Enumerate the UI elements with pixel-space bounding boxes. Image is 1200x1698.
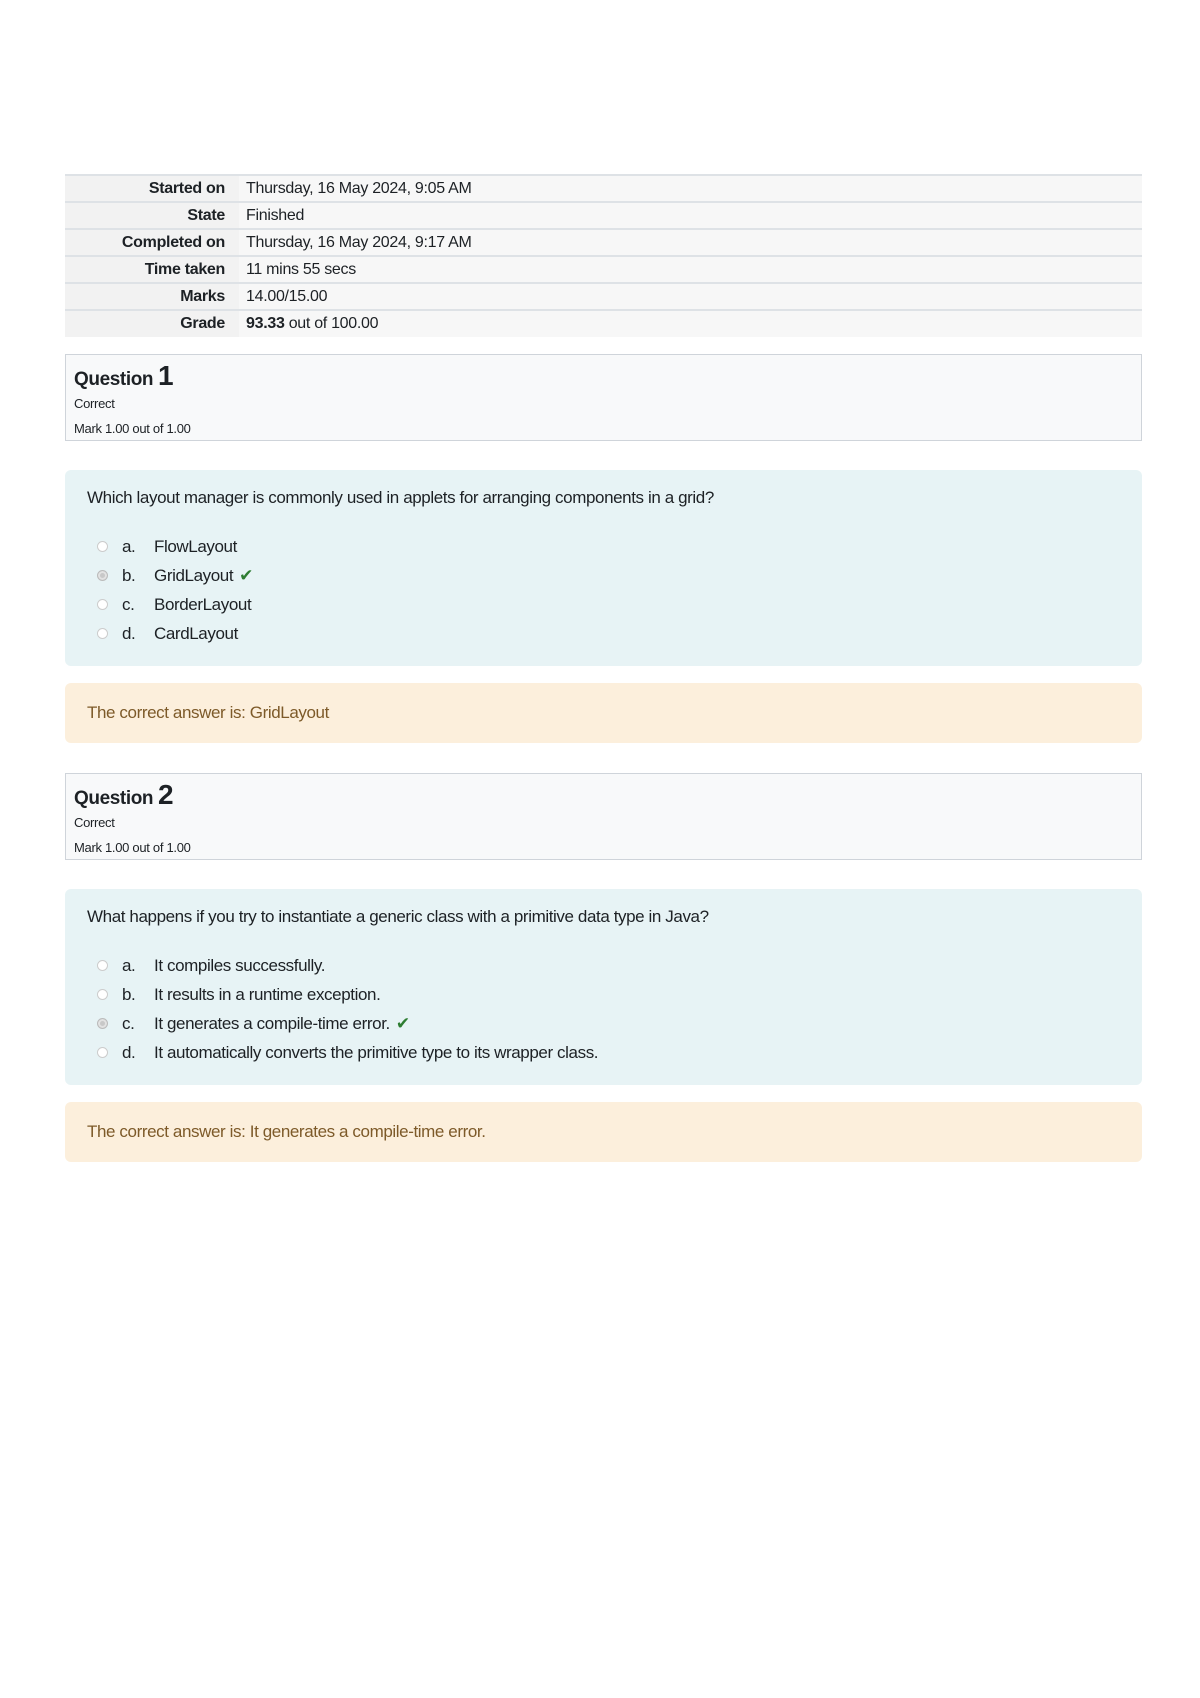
option-text: BorderLayout xyxy=(154,594,252,614)
radio-button[interactable] xyxy=(97,628,108,639)
option-text: It compiles successfully. xyxy=(154,955,326,975)
option-letter: a. xyxy=(122,536,136,556)
summary-row-marks xyxy=(65,283,1142,310)
summary-row-completed xyxy=(65,229,1142,256)
question-grade: Mark 1.00 out of 1.00 xyxy=(74,421,191,436)
option-text: It automatically converts the primitive type to its wrapper class. xyxy=(154,1042,599,1062)
question-state: Correct xyxy=(74,815,115,830)
answer-options xyxy=(87,951,1120,1067)
summary-value: Finished xyxy=(239,202,1142,229)
summary-value: 14.00/15.00 xyxy=(239,283,1142,310)
summary-label: Grade xyxy=(65,310,239,337)
quiz-review-page xyxy=(65,174,1142,1162)
answer-options xyxy=(87,532,1120,648)
check-icon: ✔ xyxy=(239,565,254,585)
summary-value: Thursday, 16 May 2024, 9:17 AM xyxy=(239,229,1142,256)
question-1-formulation xyxy=(65,470,1142,666)
question-number-value: 1 xyxy=(158,360,174,391)
radio-button-selected[interactable] xyxy=(97,570,108,581)
question-number-value: 2 xyxy=(158,779,174,810)
option-letter: c. xyxy=(122,1013,135,1033)
option-letter: b. xyxy=(122,565,136,585)
question-grade: Mark 1.00 out of 1.00 xyxy=(74,840,191,855)
question-2-feedback: The correct answer is: It generates a compile-time error. xyxy=(65,1102,1142,1162)
summary-label: Started on xyxy=(65,175,239,202)
option-text: CardLayout xyxy=(154,623,238,643)
option-text: It results in a runtime exception. xyxy=(154,984,381,1004)
question-number: Question 2 xyxy=(74,779,174,810)
summary-label: Time taken xyxy=(65,256,239,283)
summary-row-grade xyxy=(65,310,1142,337)
summary-row-state xyxy=(65,202,1142,229)
option-text: It generates a compile-time error. xyxy=(154,1013,390,1033)
question-2-formulation xyxy=(65,889,1142,1085)
summary-label: Completed on xyxy=(65,229,239,256)
question-1-feedback: The correct answer is: GridLayout xyxy=(65,683,1142,743)
answer-option-b[interactable] xyxy=(87,561,1120,590)
summary-row-time-taken xyxy=(65,256,1142,283)
answer-option-c[interactable] xyxy=(87,590,1120,619)
summary-value xyxy=(239,310,1142,337)
question-state: Correct xyxy=(74,396,115,411)
radio-button[interactable] xyxy=(97,599,108,610)
answer-option-b[interactable] xyxy=(87,980,1120,1009)
question-number: Question 1 xyxy=(74,360,174,391)
option-text: FlowLayout xyxy=(154,536,237,556)
check-icon: ✔ xyxy=(395,1013,410,1033)
summary-label: Marks xyxy=(65,283,239,310)
radio-button[interactable] xyxy=(97,541,108,552)
option-letter: a. xyxy=(122,955,136,975)
option-text: GridLayout xyxy=(154,565,234,585)
answer-option-a[interactable] xyxy=(87,951,1120,980)
answer-option-c[interactable] xyxy=(87,1009,1120,1038)
grade-score: 93.33 xyxy=(246,315,285,332)
answer-option-a[interactable] xyxy=(87,532,1120,561)
answer-option-d[interactable] xyxy=(87,1038,1120,1067)
summary-value: 11 mins 55 secs xyxy=(239,256,1142,283)
attempt-summary-table xyxy=(65,174,1142,337)
radio-button[interactable] xyxy=(97,989,108,1000)
summary-row-started xyxy=(65,175,1142,202)
summary-label: State xyxy=(65,202,239,229)
grade-out-of: out of 100.00 xyxy=(288,315,379,332)
option-letter: b. xyxy=(122,984,136,1004)
option-letter: c. xyxy=(122,594,135,614)
option-letter: d. xyxy=(122,623,136,643)
question-text: Which layout manager is commonly used in applets for arranging components in a grid? xyxy=(87,488,714,507)
question-text: What happens if you try to instantiate a generic class with a primitive data type in Java? xyxy=(87,907,709,926)
radio-button-selected[interactable] xyxy=(97,1018,108,1029)
radio-button[interactable] xyxy=(97,1047,108,1058)
option-letter: d. xyxy=(122,1042,136,1062)
radio-button[interactable] xyxy=(97,960,108,971)
question-2-info xyxy=(65,773,1142,860)
answer-option-d[interactable] xyxy=(87,619,1120,648)
question-1-info xyxy=(65,354,1142,441)
summary-value: Thursday, 16 May 2024, 9:05 AM xyxy=(239,175,1142,202)
